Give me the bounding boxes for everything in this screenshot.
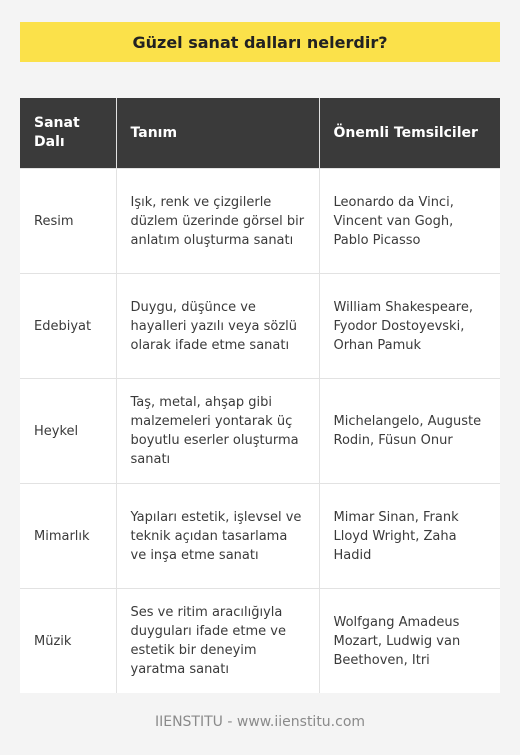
footer-credit: IIENSTITU - www.iienstitu.com [154, 714, 366, 730]
cell-representatives: Mimar Sinan, Frank Lloyd Wright, Zaha Hadid [319, 484, 500, 589]
cell-definition: Taş, metal, ahşap gibi malzemeleri yontarak üç boyutlu eserler oluşturma sanatı [116, 379, 319, 484]
table-row [20, 274, 500, 379]
table-row [20, 379, 500, 484]
cell-representatives: Leonardo da Vinci, Vincent van Gogh, Pablo Picasso [319, 169, 500, 274]
cell-definition: Duygu, düşünce ve hayalleri yazılı veya sözlü olarak ifade etme sanatı [116, 274, 319, 379]
art-branches-table [20, 98, 500, 693]
cell-branch: Heykel [20, 379, 116, 484]
title-banner [20, 22, 500, 62]
cell-definition: Yapıları estetik, işlevsel ve teknik açıdan tasarlama ve inşa etme sanatı [116, 484, 319, 589]
page-title: Güzel sanat dalları nelerdir? [132, 32, 388, 52]
cell-definition: Işık, renk ve çizgilerle düzlem üzerinde görsel bir anlatım oluşturma sanatı [116, 169, 319, 274]
cell-representatives: William Shakespeare, Fyodor Dostoyevski, Orhan Pamuk [319, 274, 500, 379]
table-row [20, 589, 500, 694]
cell-branch: Müzik [20, 589, 116, 694]
header-branch: Sanat Dalı [20, 98, 116, 169]
cell-representatives: Wolfgang Amadeus Mozart, Ludwig van Beethoven, Itri [319, 589, 500, 694]
cell-representatives: Michelangelo, Auguste Rodin, Füsun Onur [319, 379, 500, 484]
cell-definition: Ses ve ritim aracılığıyla duyguları ifade etme ve estetik bir deneyim yaratma sanatı [116, 589, 319, 694]
cell-branch: Edebiyat [20, 274, 116, 379]
table-row [20, 484, 500, 589]
cell-branch: Mimarlık [20, 484, 116, 589]
cell-branch: Resim [20, 169, 116, 274]
header-definition: Tanım [116, 98, 319, 169]
table-header-row [20, 98, 500, 169]
table-row [20, 169, 500, 274]
header-representatives: Önemli Temsilciler [319, 98, 500, 169]
